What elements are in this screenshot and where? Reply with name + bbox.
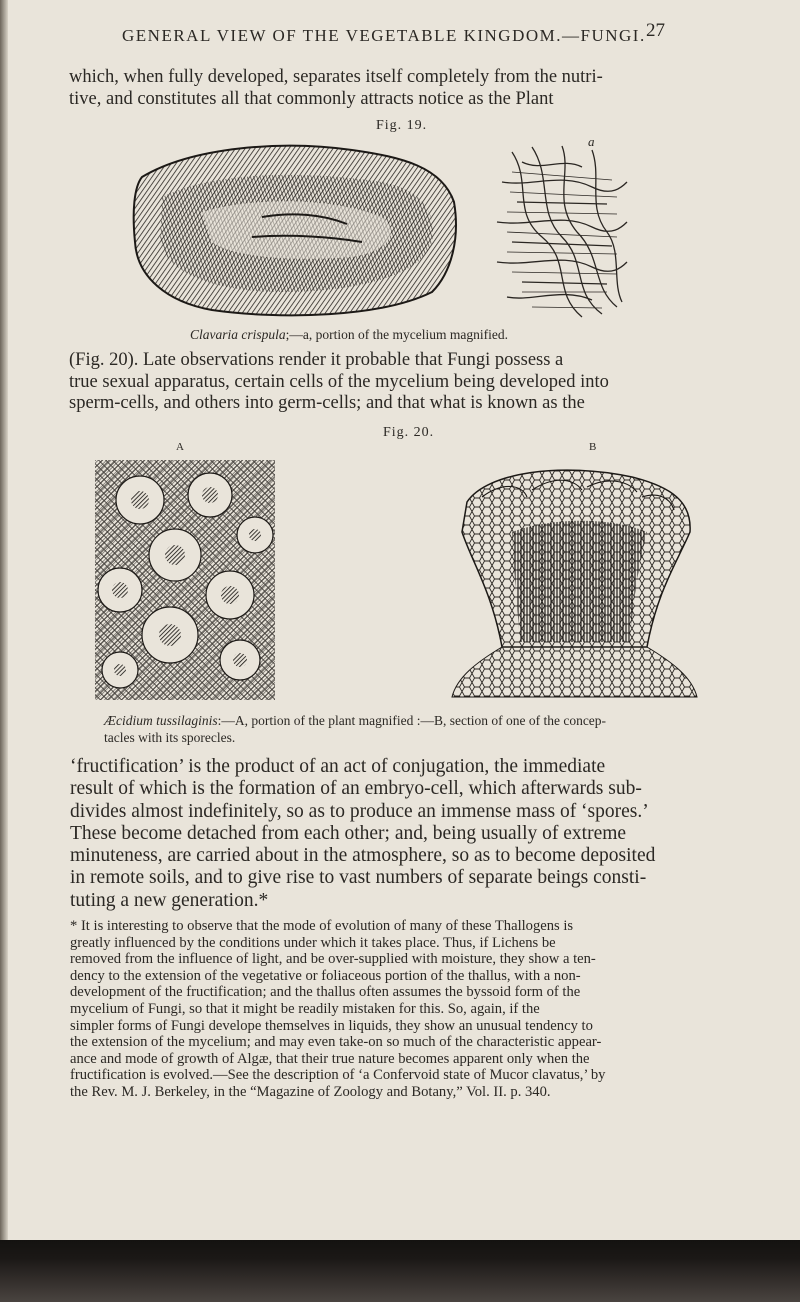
caption-text: :—A, portion of the plant magnified :—B, section of one of the concep- bbox=[217, 713, 607, 728]
footnote-line: the extension of the mycelium; and may even take-on so much of the characteristic appear- bbox=[70, 1034, 602, 1051]
text-line: sperm-cells, and others into germ-cells; and that what is known as the bbox=[69, 393, 585, 413]
aecidium-plant-engraving bbox=[90, 455, 280, 705]
text-line: which, when fully developed, separates itself completely from the nutri- bbox=[69, 67, 603, 87]
figure-20-label: Fig. 20. bbox=[383, 425, 435, 440]
footnote-line: ance and mode of growth of Algæ, that their true nature becomes apparent only when the bbox=[70, 1050, 590, 1067]
text-line: minuteness, are carried about in the atmosphere, so as to become deposited bbox=[70, 845, 656, 867]
caption-text: ;—a, portion of the mycelium magnified. bbox=[285, 327, 508, 342]
figure-20-letter-B: B bbox=[589, 441, 597, 453]
caption-text: tacles with its sporecles. bbox=[104, 730, 236, 745]
text-line: true sexual apparatus, certain cells of the mycelium being developed into bbox=[69, 371, 609, 392]
text-line: ‘fructification’ is the product of an act of conjugation, the immediate bbox=[70, 756, 606, 777]
caption-species: Æcidium tussilaginis bbox=[104, 713, 218, 728]
running-head: GENERAL VIEW OF THE VEGETABLE KINGDOM.—FUNGI. bbox=[122, 26, 646, 45]
footnote bbox=[70, 918, 720, 1101]
intro-paragraph bbox=[69, 67, 719, 110]
figure-19-letter-a: a bbox=[588, 134, 595, 149]
scan-bottom-edge bbox=[0, 1240, 800, 1302]
text-line: in remote soils, and to give rise to vast numbers of separate beings consti- bbox=[70, 867, 647, 889]
text-line: divides almost indefinitely, so as to produce an immense mass of ‘spores.’ bbox=[70, 800, 649, 822]
paragraph-fructification bbox=[70, 756, 720, 912]
paragraph-fig20 bbox=[69, 350, 719, 415]
page-number: 27 bbox=[646, 20, 665, 41]
caption-species: Clavaria crispula bbox=[190, 327, 286, 342]
footnote-line: * It is interesting to observe that the mode of evolution of many of these Thallogens is bbox=[70, 918, 574, 934]
figure-19-caption bbox=[190, 326, 508, 343]
footnote-line: greatly influenced by the conditions under which it takes place. Thus, if Lichens be bbox=[70, 934, 556, 951]
footnote-line: removed from the influence of light, and be over-supplied with moisture, they show a ten- bbox=[70, 951, 596, 968]
mycelium-magnified-engraving bbox=[492, 142, 630, 320]
footnote-line: simpler forms of Fungi develope themselves in liquids, they show an unusual tendency to bbox=[70, 1017, 593, 1034]
text-line: tuting a new generation.* bbox=[70, 889, 269, 911]
text-line: result of which is the formation of an embryo-cell, which afterwards sub- bbox=[70, 778, 642, 800]
figure-19-label: Fig. 19. bbox=[376, 118, 428, 133]
footnote-line: dency to the extension of the vegetative or foliaceous portion of the thallus, with a non- bbox=[70, 967, 581, 984]
text-line: These become detached from each other; and, being usually of extreme bbox=[70, 822, 627, 844]
footnote-line: mycelium of Fungi, so that it might be readily mistaken for this. So, again, if the bbox=[70, 1000, 540, 1017]
text-line: (Fig. 20). Late observations render it probable that Fungi possess a bbox=[69, 350, 564, 370]
footnote-line: the Rev. M. J. Berkeley, in the “Magazine of Zoology and Botany,” Vol. II. p. 340. bbox=[70, 1083, 551, 1100]
footnote-line: development of the fructification; and the thallus often assumes the byssoid form of the bbox=[70, 984, 581, 1001]
clavaria-crispula-engraving bbox=[132, 142, 462, 320]
figure-20-caption bbox=[104, 712, 606, 746]
conceptacle-section-engraving bbox=[442, 462, 707, 702]
footnote-line: fructification is evolved.—See the description of ‘a Confervoid state of Mucor clavatus,’ by bbox=[70, 1067, 606, 1084]
figure-20-letter-A: A bbox=[176, 441, 184, 453]
text-line: tive, and constitutes all that commonly attracts notice as the Plant bbox=[69, 88, 554, 109]
